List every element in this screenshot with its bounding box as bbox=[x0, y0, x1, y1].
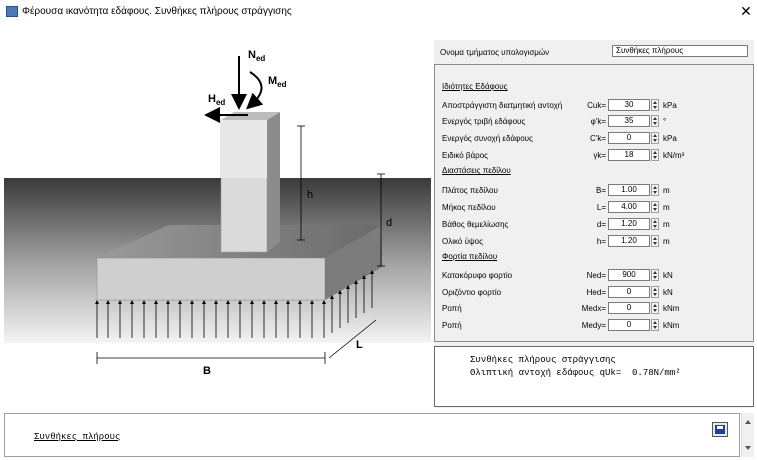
b-dimension-label: B bbox=[203, 365, 211, 377]
loads-spin-medx[interactable] bbox=[651, 302, 659, 314]
dims-spin-b[interactable] bbox=[651, 184, 659, 196]
moment-arrow bbox=[250, 72, 262, 104]
loads-unit-medy: kNm bbox=[663, 321, 680, 330]
dims-unit-l: m bbox=[663, 203, 670, 212]
d-dimension-label: d bbox=[386, 217, 393, 229]
dims-spin-h[interactable] bbox=[651, 235, 659, 247]
soil-unit-ck: kPa bbox=[663, 134, 677, 143]
soil-symbol-gamma: γk= bbox=[593, 151, 606, 160]
loads-symbol-ned: Ned= bbox=[586, 271, 606, 280]
loads-input-hed[interactable]: 0 bbox=[608, 286, 650, 298]
calc-name-label: Ονομα τμήματος υπολογισμών bbox=[440, 48, 550, 57]
loads-spin-medy[interactable] bbox=[651, 319, 659, 331]
soil-input-phi[interactable]: 35 bbox=[608, 115, 650, 127]
loads-input-medx[interactable]: 0 bbox=[608, 302, 650, 314]
dims-symbol-d: d= bbox=[596, 220, 606, 229]
loads-input-medy[interactable]: 0 bbox=[608, 319, 650, 331]
loads-symbol-medx: Medx= bbox=[581, 304, 606, 313]
dims-unit-h: m bbox=[663, 237, 670, 246]
soil-section-title: Ιδιότητες Εδάφους bbox=[442, 82, 508, 91]
dims-spin-l[interactable] bbox=[651, 201, 659, 213]
dims-section-title: Διαστάσεις πεδίλου bbox=[442, 166, 511, 175]
menu-bar bbox=[0, 24, 757, 39]
column-side bbox=[267, 112, 280, 252]
soil-label-gamma: Ειδικό βάρος bbox=[442, 151, 488, 160]
dims-label-l: Μήκος πεδίλου bbox=[442, 203, 496, 212]
loads-unit-hed: kN bbox=[663, 288, 673, 297]
scroll-up-icon[interactable] bbox=[745, 420, 751, 424]
scroll-down-icon[interactable] bbox=[745, 446, 751, 450]
soil-label-ck: Ενεργός συνοχή εδάφους bbox=[442, 134, 533, 143]
dims-label-b: Πλάτος πεδίλου bbox=[442, 186, 498, 195]
dims-input-d[interactable]: 1.20 bbox=[608, 218, 650, 230]
foundation-drawing bbox=[4, 40, 431, 408]
dims-symbol-h: h= bbox=[596, 237, 606, 246]
soil-symbol-phi: φ'k= bbox=[590, 117, 606, 126]
dims-input-l[interactable]: 4.00 bbox=[608, 201, 650, 213]
soil-input-ck[interactable]: 0 bbox=[608, 132, 650, 144]
dims-unit-d: m bbox=[663, 220, 670, 229]
loads-spin-hed[interactable] bbox=[651, 286, 659, 298]
soil-spin-phi[interactable] bbox=[651, 115, 659, 127]
close-icon[interactable]: ✕ bbox=[740, 3, 752, 19]
footing-front-face bbox=[97, 258, 325, 300]
loads-label-medy: Ροπή bbox=[442, 321, 462, 330]
title-bar bbox=[0, 0, 757, 24]
calc-name-input[interactable]: Συνθήκες πλήρους bbox=[612, 45, 748, 57]
foundation-svg bbox=[4, 40, 431, 408]
soil-input-cuk[interactable]: 30 bbox=[608, 99, 650, 111]
normal-force-label: $N_{ed}$ bbox=[248, 49, 266, 63]
status-text: Συνθήκες πλήρους bbox=[34, 432, 121, 442]
dims-spin-d[interactable] bbox=[651, 218, 659, 230]
save-button[interactable] bbox=[712, 422, 728, 437]
soil-input-gamma[interactable]: 18 bbox=[608, 149, 650, 161]
soil-spin-cuk[interactable] bbox=[651, 99, 659, 111]
loads-label-hed: Οριζόντιο φορτίο bbox=[442, 288, 502, 297]
status-scrollbar[interactable] bbox=[741, 413, 754, 457]
app-icon bbox=[6, 6, 18, 17]
loads-section-title: Φορτία πεδίλου bbox=[442, 252, 498, 261]
loads-label-medx: Ροπή bbox=[442, 304, 462, 313]
loads-unit-medx: kNm bbox=[663, 304, 680, 313]
dims-symbol-b: B= bbox=[595, 186, 606, 195]
dims-label-h: Ολικό ύψος bbox=[442, 237, 483, 246]
result-line-1: Συνθήκες πλήρους στράγγισης bbox=[470, 355, 616, 365]
save-icon bbox=[713, 423, 727, 436]
l-dimension-label: L bbox=[356, 339, 363, 351]
soil-unit-phi: ° bbox=[663, 117, 667, 126]
dims-input-h[interactable]: 1.20 bbox=[608, 235, 650, 247]
soil-unit-cuk: kPa bbox=[663, 101, 677, 110]
window-title: Φέρουσα ικανότητα εδάφους. Συνθήκες πλήρους στράγγισης bbox=[22, 6, 292, 17]
column-upper-front bbox=[221, 120, 267, 178]
dims-symbol-l: L= bbox=[596, 203, 606, 212]
dims-unit-b: m bbox=[663, 186, 670, 195]
soil-spin-gamma[interactable] bbox=[651, 149, 659, 161]
moment-label: $M_{ed}$ bbox=[268, 75, 287, 89]
result-line-2: Θλιπτική αντοχή εδάφους qUk= 0.78N/mm² bbox=[470, 368, 681, 378]
h-dimension-label: h bbox=[307, 189, 314, 201]
soil-label-phi: Ενεργός τριβή εδάφους bbox=[442, 117, 526, 126]
soil-label-cuk: Αποστράγγιστη διατμητική αντοχή bbox=[442, 101, 563, 110]
loads-input-ned[interactable]: 900 bbox=[608, 269, 650, 281]
soil-spin-ck[interactable] bbox=[651, 132, 659, 144]
dims-input-b[interactable]: 1.00 bbox=[608, 184, 650, 196]
loads-unit-ned: kN bbox=[663, 271, 673, 280]
loads-symbol-hed: Hed= bbox=[586, 288, 606, 297]
loads-spin-ned[interactable] bbox=[651, 269, 659, 281]
loads-symbol-medy: Medy= bbox=[581, 321, 606, 330]
dims-label-d: Βάθος θεμελίωσης bbox=[442, 220, 509, 229]
loads-label-ned: Κατακόρυφο φορτίο bbox=[442, 271, 513, 280]
horizontal-force-label: $H_{ed}$ bbox=[208, 93, 226, 107]
soil-unit-gamma: kN/m³ bbox=[663, 151, 685, 160]
soil-symbol-cuk: Cuk= bbox=[587, 101, 606, 110]
soil-symbol-ck: C'k= bbox=[590, 134, 606, 143]
